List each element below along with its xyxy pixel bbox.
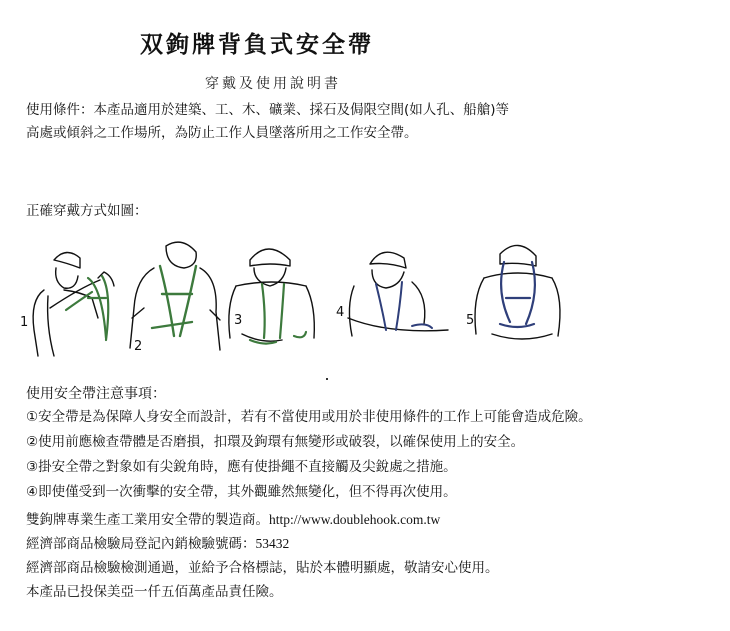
figure-label-5: 5 [466, 313, 475, 328]
stray-dot [326, 378, 328, 380]
inspection-line: 經濟部商品檢驗檢測通過，並給予合格標誌，貼於本體明顯處，敬請安心使用。 [26, 560, 499, 576]
manufacturer-line [26, 508, 499, 532]
figure-5-illustration [475, 245, 560, 339]
footer-info [26, 508, 499, 604]
document-subtitle: 穿戴及使用說明書 [205, 76, 341, 92]
wearing-instructions-heading: 正確穿戴方式如圖： [26, 203, 148, 219]
manufacturer-text: 雙鉤牌專業生產工業用安全帶的製造商。 [26, 512, 269, 528]
registration-line [26, 532, 499, 556]
figure-label-4: 4 [336, 305, 345, 320]
note-item: ④即使僅受到一次衝擊的安全帶，其外觀雖然無變化，但不得再次使用。 [26, 484, 457, 500]
usage-conditions-line-2: 高處或傾斜之工作場所，為防止工作人員墜落所用之工作安全帶。 [26, 125, 418, 141]
figure-label-3: 3 [234, 313, 243, 328]
note-item: ①安全帶是為保障人身安全而設計，若有不當使用或用於非使用條件的工作上可能會造成危險。 [26, 409, 592, 425]
figure-label-2: 2 [134, 339, 143, 354]
figure-2-illustration [130, 242, 220, 350]
notes-list [26, 405, 592, 505]
note-item: ②使用前應檢查帶體是否磨損，扣環及鉤環有無變形或破裂，以確保使用上的安全。 [26, 434, 525, 450]
figure-label-1: 1 [20, 315, 29, 330]
manufacturer-url[interactable]: http://www.doublehook.com.tw [269, 512, 441, 527]
note-item: ③掛安全帶之對象如有尖銳角時，應有使掛繩不直接觸及尖銳處之措施。 [26, 459, 457, 475]
registration-text: 經濟部商品檢驗局登記內銷檢驗號碼： [26, 536, 256, 552]
document-title: 双鉤牌背負式安全帶 [140, 31, 374, 58]
notes-heading: 使用安全帶注意事項： [26, 386, 166, 402]
usage-conditions-line-1: 使用條件：本產品適用於建築、工、木、礦業、採石及侷限空間(如人孔、船艙)等 [26, 102, 510, 118]
harness-wearing-illustrations [14, 238, 574, 358]
insurance-line: 本產品已投保美亞一仟五佰萬產品責任險。 [26, 584, 283, 600]
registration-number: 53432 [255, 536, 290, 551]
